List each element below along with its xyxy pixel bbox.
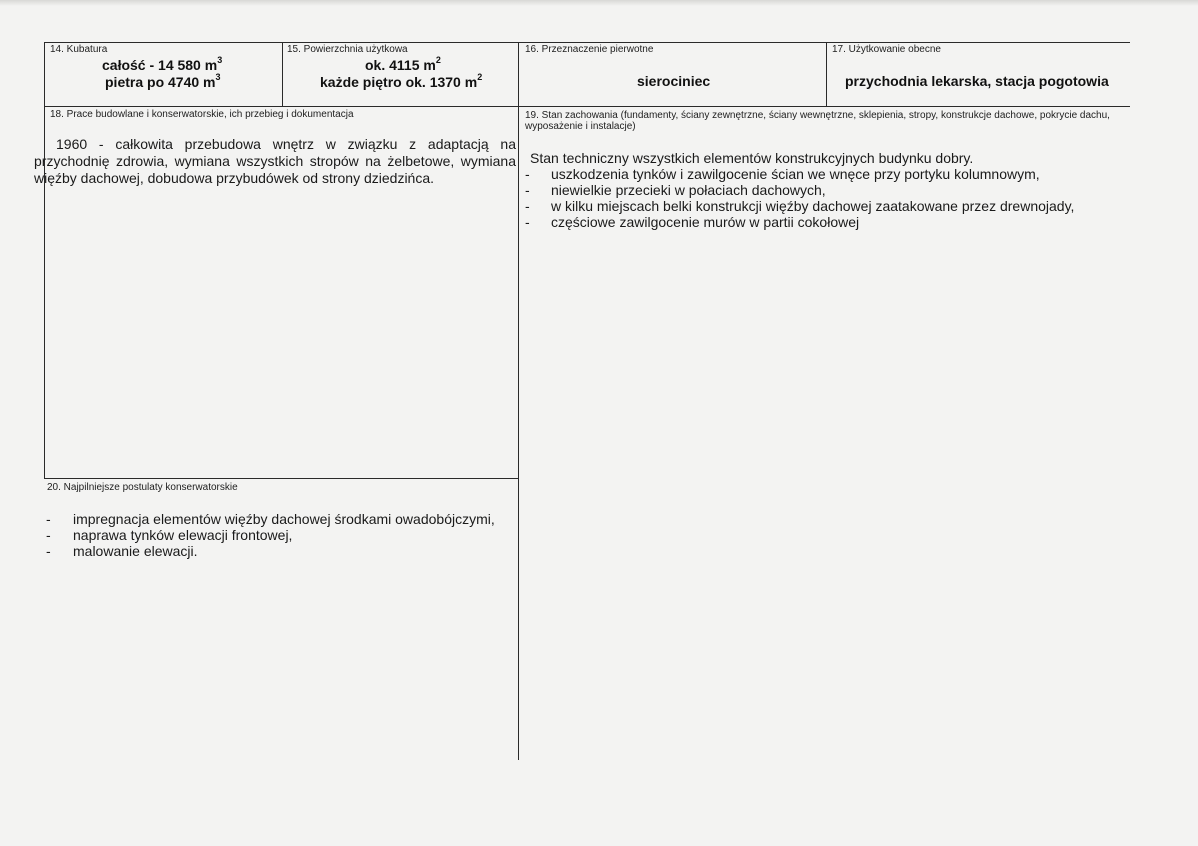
- scan-edge-shadow: [0, 0, 1198, 6]
- field-17-value: przychodnia lekarska, stacja pogotowia: [845, 73, 1109, 89]
- field-20-list: [44, 511, 495, 559]
- field-19-list: [521, 166, 1074, 230]
- list-item: - impregnacja elementów więźby dachowej środkami owadobójczymi,: [46, 511, 495, 527]
- table-top-border: [44, 42, 1130, 43]
- field-16-label: 16. Przeznaczenie pierwotne: [525, 44, 654, 55]
- bullet-dash: -: [525, 166, 530, 182]
- bullet-dash: -: [525, 214, 530, 230]
- list-item: - uszkodzenia tynków i zawilgocenie ścian we wnęce przy portyku kolumnowym,: [525, 166, 1040, 182]
- list-item: - niewielkie przecieki w połaciach dachowych,: [525, 182, 826, 198]
- bullet-dash: -: [46, 511, 51, 527]
- field-15-label: 15. Powierzchnia użytkowa: [287, 44, 408, 55]
- field-14-total-volume: całość - 14 580 $m^3$: [102, 55, 223, 73]
- divider-14-15: [282, 42, 283, 106]
- field-17-label: 17. Użytkowanie obecne: [832, 44, 941, 55]
- bullet-dash: -: [525, 182, 530, 198]
- field-15-total-area: ok. 4115 $m^2$: [365, 55, 441, 73]
- field-15-floor-area: każde piętro ok. 1370 $m^2$: [320, 72, 483, 90]
- bullet-dash: -: [46, 543, 51, 559]
- field-18-text: 1960 - całkowita przebudowa wnętrz w związku z adaptacją na przychodnię zdrowia, wymiana wszystkich stropów na żelbetowe, wymiana więźby dachowej, dobudowa przybudówek od strony dziedzińca.: [34, 136, 516, 186]
- row-divider-1: [44, 106, 1130, 107]
- field-20-label: 20. Najpilniejsze postulaty konserwatorskie: [47, 482, 238, 493]
- field-14-label: 14. Kubatura: [50, 44, 108, 55]
- field-14-floor-volume: pietra po 4740 $m^3$: [105, 72, 221, 90]
- field-16-value: sierociniec: [637, 73, 711, 89]
- field-19-intro: Stan techniczny wszystkich elementów konstrukcyjnych budynku dobry.: [530, 150, 974, 166]
- field-18-label: 18. Prace budowlane i konserwatorskie, ich przebieg i dokumentacja: [50, 109, 354, 120]
- left-border: [44, 42, 45, 479]
- divider-16-17: [826, 42, 827, 106]
- list-item: - w kilku miejscach belki konstrukcji więźby dachowej zaatakowane przez drewnojady,: [525, 198, 1075, 214]
- list-item: - malowanie elewacji.: [46, 543, 198, 559]
- bullet-dash: -: [525, 198, 530, 214]
- row-divider-2: [44, 478, 518, 479]
- bullet-dash: -: [46, 527, 51, 543]
- center-divider: [518, 42, 519, 760]
- list-item: - naprawa tynków elewacji frontowej,: [46, 527, 293, 543]
- field-19-label: 19. Stan zachowania (fundamenty, ściany zewnętrzne, ściany wewnętrzne, sklepienia, stropy, konstrukcje dachowe, pokrycie dachu, wyposażenie i instalacje): [525, 110, 1110, 132]
- list-item: - częściowe zawilgocenie murów w partii cokołowej: [525, 214, 860, 230]
